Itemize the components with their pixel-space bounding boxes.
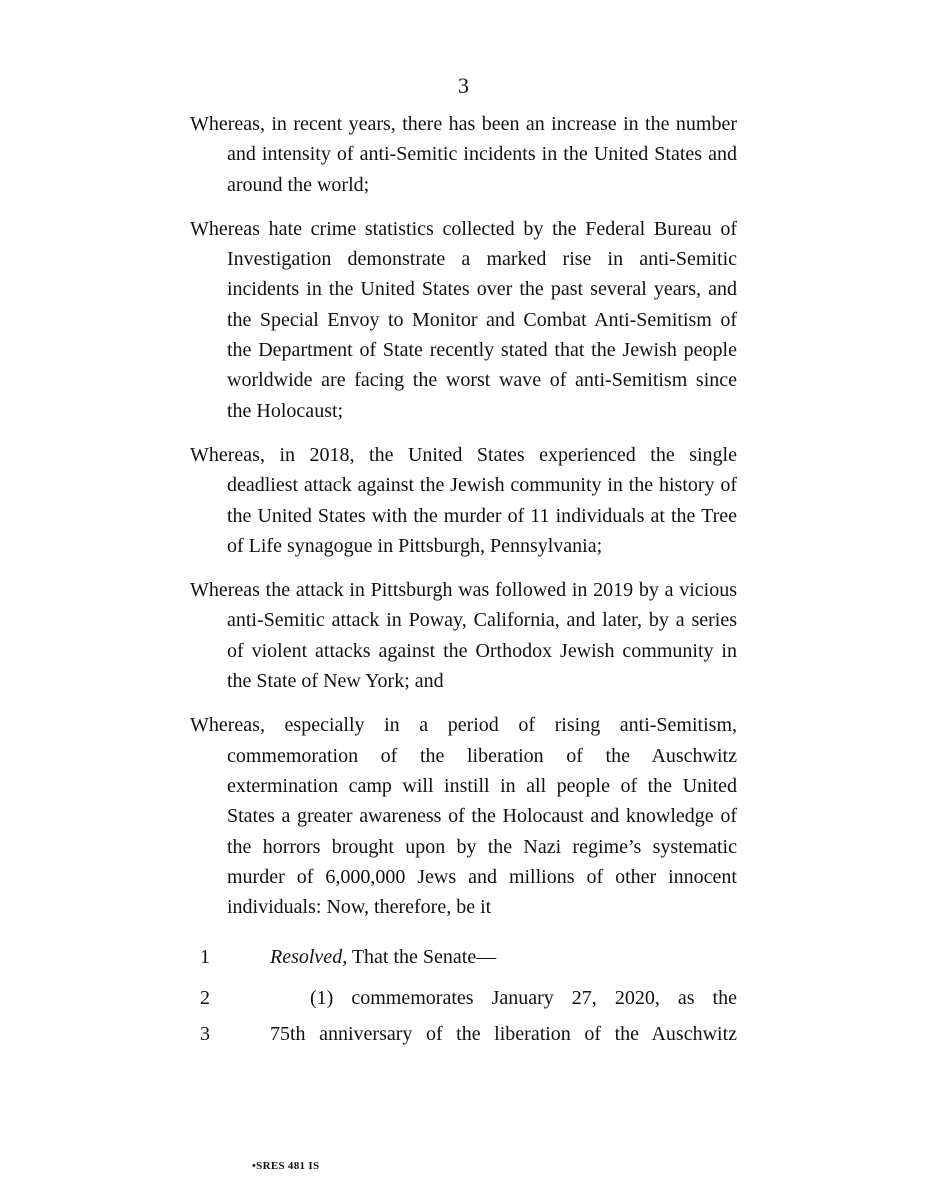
whereas-clause-1: Whereas, in recent years, there has been an increase in the number and intensity of anti-Semitic incidents in the United States and around the world; [190,113,737,196]
line-text: (1) commemorates January 27, 2020, as the [310,987,737,1009]
whereas-clause-4: Whereas the attack in Pittsburgh was followed in 2019 by a vicious anti-Semitic attack in Poway, California, and later, by a series of violent attacks against the Orthodox Jewish community in the State of New York; and [190,579,737,693]
resolved-line-3 [0,1018,927,1050]
resolved-line-1 [0,941,927,973]
bill-identifier: •SRES 481 IS [252,1160,320,1172]
line-text: 75th anniversary of the liberation of the Auschwitz [270,1023,737,1045]
resolved-italic: Resolved, [270,946,348,968]
whereas-clauses [190,109,737,922]
line-number: 2 [200,987,210,1009]
line-number: 1 [200,946,210,968]
whereas-clause-5: Whereas, especially in a period of rising anti-Semitism, commemoration of the liberation of the Auschwitz extermination camp will instill in all people of the United States a greater awareness of the Holocaust and knowledge of the horrors brought upon by the Nazi regime’s systematic murder of 6,000,000 Jews and millions of other innocent individuals: Now, therefore, be it [190,714,737,919]
page-number: 3 [458,73,469,98]
resolved-line-2 [0,982,927,1014]
whereas-clause-2: Whereas hate crime statistics collected by the Federal Bureau of Investigation demonstrate a marked rise in anti-Semitic incidents in the United States over the past several years, and the Special Envoy to Monitor and Combat Anti-Semitism of the Department of State recently stated that the Jewish people worldwide are facing the worst wave of anti-Semitism since the Holocaust; [190,217,737,422]
whereas-clause-3: Whereas, in 2018, the United States experienced the single deadliest attack against the Jewish community in the history of the United States with the murder of 11 individuals at the Tree of Life synagogue in Pittsburgh, Pennsylvania; [190,443,737,557]
line-text [270,941,737,973]
resolved-text: That the Senate— [347,946,497,968]
line-number: 3 [200,1023,210,1045]
